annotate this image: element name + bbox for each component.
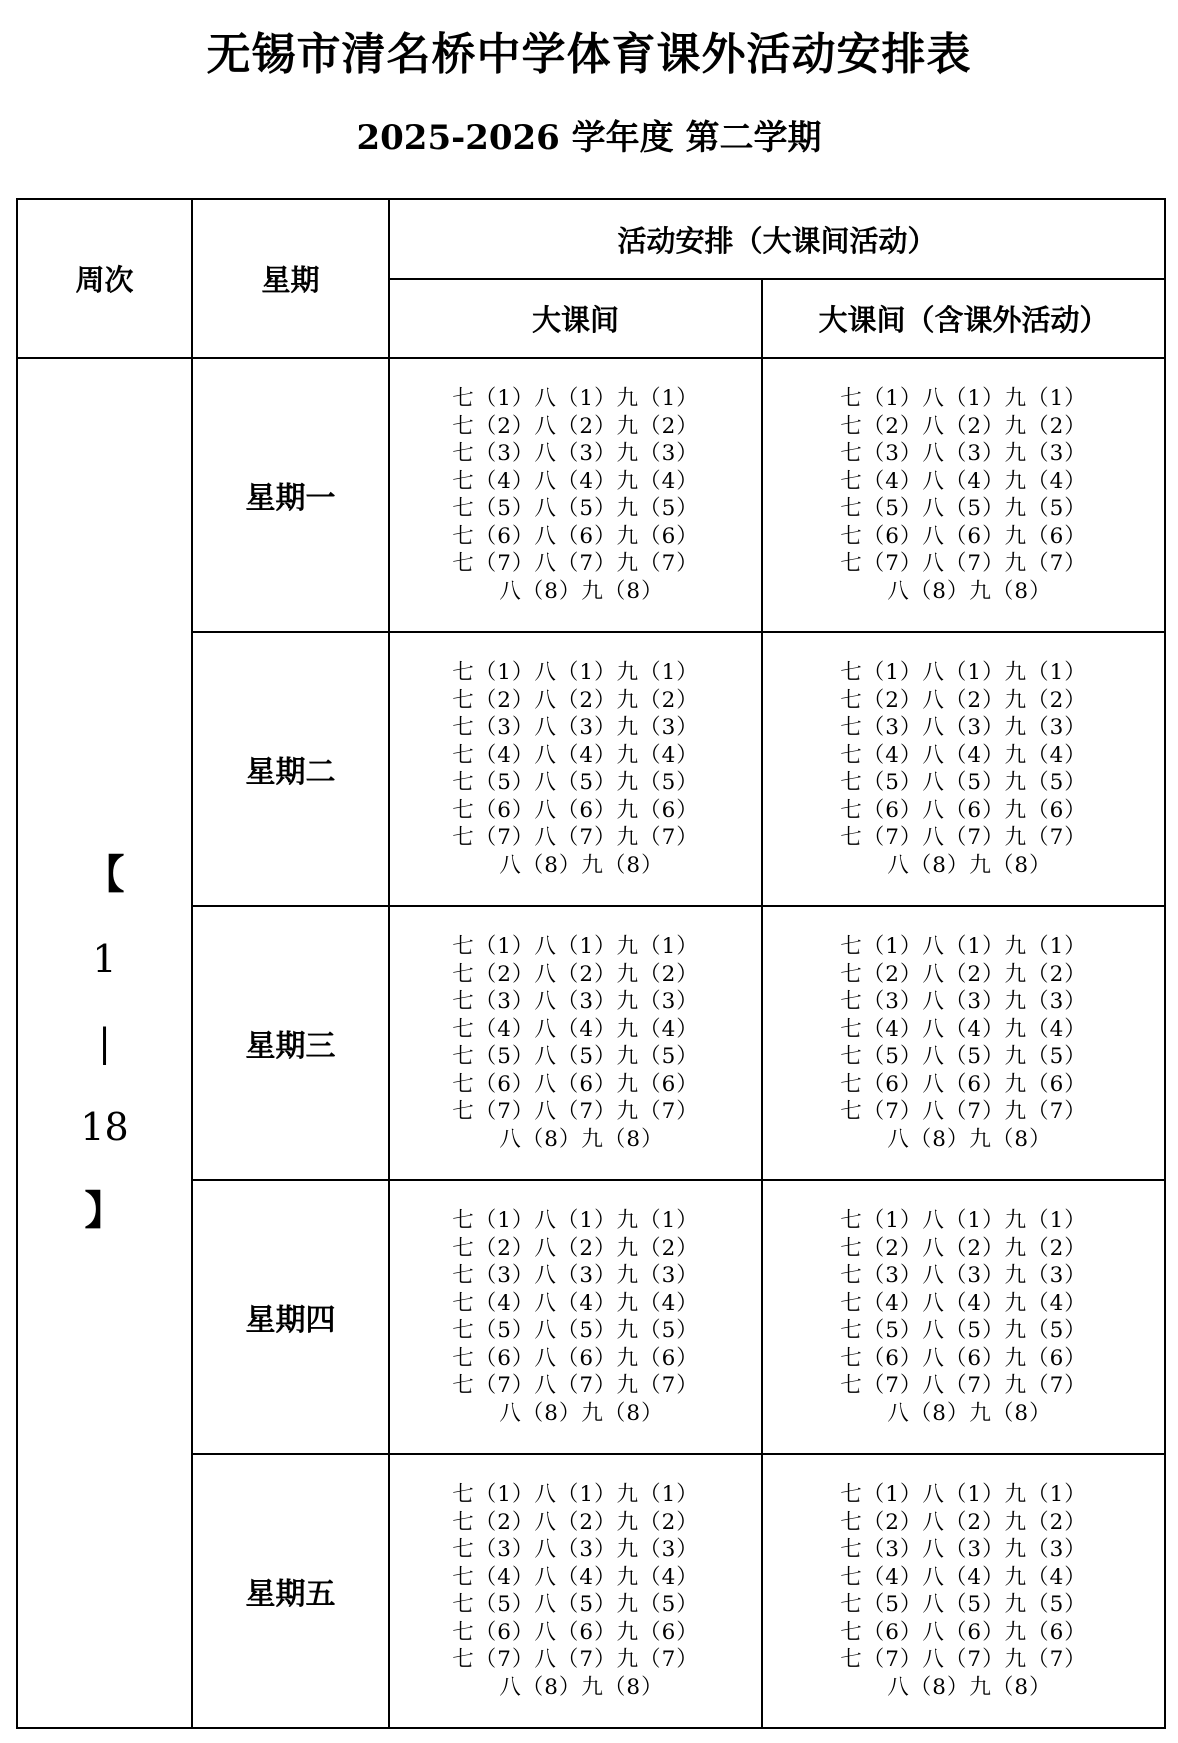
class-line: 七（7）八（7）九（7）	[452, 1647, 699, 1672]
class-line: 七（1）八（1）九（1）	[840, 1482, 1087, 1507]
big-break-cell	[389, 906, 762, 1180]
week-range-part: 18	[80, 1105, 129, 1149]
class-line: 八（8）九（8）	[840, 1126, 1052, 1152]
big-break-cell	[389, 632, 762, 906]
class-line: 七（3）八（3）九（3）	[840, 1537, 1087, 1562]
day-cell: 星期五	[192, 1454, 389, 1728]
class-line: 七（7）八（7）九（7）	[452, 1373, 699, 1398]
class-line: 七（6）八（6）九（6）	[840, 797, 1087, 823]
day-cell: 星期二	[192, 632, 389, 906]
class-line: 七（3）八（3）九（3）	[840, 1263, 1087, 1288]
header-big-break-extra: 大课间（含课外活动）	[762, 279, 1165, 358]
class-line: 七（3）八（3）九（3）	[452, 989, 699, 1014]
class-line: 七（1）八（1）九（1）	[452, 386, 699, 411]
class-line: 七（3）八（3）九（3）	[840, 989, 1087, 1014]
class-line: 七（1）八（1）九（1）	[452, 1208, 699, 1233]
class-line: 七（2）八（2）九（2）	[840, 687, 1087, 713]
class-line: 七（4）八（4）九（4）	[452, 742, 699, 768]
week-range-part: |	[98, 1021, 111, 1065]
big-break-extra-cell	[762, 358, 1165, 632]
class-line: 七（4）八（4）九（4）	[840, 468, 1087, 494]
class-list	[840, 385, 1087, 605]
class-line: 七（7）八（7）九（7）	[840, 1373, 1087, 1398]
class-line: 七（5）八（5）九（5）	[452, 770, 699, 795]
class-line: 七（7）八（7）九（7）	[840, 1647, 1087, 1672]
class-line: 七（4）八（4）九（4）	[452, 1564, 699, 1590]
class-list	[840, 933, 1087, 1153]
class-line: 七（1）八（1）九（1）	[452, 934, 699, 959]
class-line: 七（5）八（5）九（5）	[840, 770, 1087, 795]
page-subtitle: 2025-2026 学年度 第二学期	[356, 118, 822, 158]
class-line: 七（5）八（5）九（5）	[840, 1318, 1087, 1343]
schedule-rows	[17, 358, 1165, 1728]
header-big-break: 大课间	[389, 279, 762, 358]
class-line: 七（6）八（6）九（6）	[840, 523, 1087, 549]
class-line: 七（7）八（7）九（7）	[840, 825, 1087, 850]
class-line: 七（6）八（6）九（6）	[452, 523, 699, 549]
class-line: 七（3）八（3）九（3）	[452, 1263, 699, 1288]
big-break-extra-cell	[762, 1454, 1165, 1728]
big-break-extra-cell	[762, 1180, 1165, 1454]
class-line: 七（3）八（3）九（3）	[452, 441, 699, 466]
week-range-part: 【	[84, 851, 125, 898]
class-line: 八（8）九（8）	[840, 578, 1052, 604]
class-line: 八（8）九（8）	[452, 852, 664, 878]
class-line: 七（5）八（5）九（5）	[452, 1318, 699, 1343]
class-line: 七（2）八（2）九（2）	[452, 1235, 699, 1261]
class-line: 七（2）八（2）九（2）	[840, 961, 1087, 987]
class-line: 八（8）九（8）	[840, 1400, 1052, 1426]
class-line: 七（5）八（5）九（5）	[840, 496, 1087, 521]
header-activity: 活动安排（大课间活动）	[389, 199, 1165, 279]
class-line: 七（2）八（2）九（2）	[452, 961, 699, 987]
class-line: 七（1）八（1）九（1）	[452, 660, 699, 685]
class-line: 七（5）八（5）九（5）	[840, 1592, 1087, 1617]
page-title: 无锡市清名桥中学体育课外活动安排表	[206, 29, 972, 80]
day-cell: 星期三	[192, 906, 389, 1180]
class-line: 八（8）九（8）	[840, 852, 1052, 878]
class-line: 七（4）八（4）九（4）	[840, 1290, 1087, 1316]
class-line: 七（7）八（7）九（7）	[840, 551, 1087, 576]
class-line: 七（2）八（2）九（2）	[840, 413, 1087, 439]
class-list	[452, 659, 699, 879]
class-line: 七（2）八（2）九（2）	[452, 1509, 699, 1535]
class-line: 七（3）八（3）九（3）	[452, 715, 699, 740]
table-row	[17, 358, 1165, 632]
class-line: 七（1）八（1）九（1）	[840, 660, 1087, 685]
class-line: 七（5）八（5）九（5）	[452, 496, 699, 521]
day-cell: 星期一	[192, 358, 389, 632]
class-line: 七（3）八（3）九（3）	[840, 441, 1087, 466]
class-line: 七（5）八（5）九（5）	[840, 1044, 1087, 1069]
day-cell: 星期四	[192, 1180, 389, 1454]
big-break-extra-cell	[762, 906, 1165, 1180]
class-line: 七（2）八（2）九（2）	[840, 1235, 1087, 1261]
class-list	[452, 385, 699, 605]
class-list	[840, 659, 1087, 879]
class-line: 七（4）八（4）九（4）	[840, 742, 1087, 768]
class-line: 七（5）八（5）九（5）	[452, 1044, 699, 1069]
class-list	[840, 1207, 1087, 1427]
big-break-cell	[389, 1180, 762, 1454]
class-list	[452, 1481, 699, 1701]
class-line: 八（8）九（8）	[452, 1400, 664, 1426]
week-range-part: 1	[92, 937, 117, 981]
class-list	[452, 933, 699, 1153]
class-line: 八（8）九（8）	[840, 1674, 1052, 1700]
header-day: 星期	[192, 199, 389, 358]
class-line: 八（8）九（8）	[452, 578, 664, 604]
class-line: 七（2）八（2）九（2）	[452, 413, 699, 439]
week-range-part: 】	[84, 1187, 125, 1234]
class-line: 七（1）八（1）九（1）	[840, 386, 1087, 411]
big-break-extra-cell	[762, 632, 1165, 906]
class-line: 七（1）八（1）九（1）	[840, 934, 1087, 959]
class-line: 七（6）八（6）九（6）	[840, 1345, 1087, 1371]
class-list	[452, 1207, 699, 1427]
class-line: 七（2）八（2）九（2）	[452, 687, 699, 713]
class-line: 七（1）八（1）九（1）	[840, 1208, 1087, 1233]
class-line: 七（6）八（6）九（6）	[452, 1071, 699, 1097]
class-line: 七（7）八（7）九（7）	[452, 825, 699, 850]
class-line: 七（6）八（6）九（6）	[452, 1345, 699, 1371]
schedule-table	[16, 198, 1166, 1729]
class-line: 七（6）八（6）九（6）	[452, 797, 699, 823]
class-line: 七（1）八（1）九（1）	[452, 1482, 699, 1507]
class-line: 七（4）八（4）九（4）	[452, 1290, 699, 1316]
class-line: 七（4）八（4）九（4）	[452, 1016, 699, 1042]
class-line: 七（5）八（5）九（5）	[452, 1592, 699, 1617]
header-week: 周次	[17, 199, 192, 358]
class-line: 八（8）九（8）	[452, 1126, 664, 1152]
class-line: 七（2）八（2）九（2）	[840, 1509, 1087, 1535]
class-line: 七（7）八（7）九（7）	[452, 1099, 699, 1124]
class-line: 七（3）八（3）九（3）	[840, 715, 1087, 740]
big-break-cell	[389, 1454, 762, 1728]
class-line: 七（6）八（6）九（6）	[840, 1619, 1087, 1645]
class-line: 七（6）八（6）九（6）	[840, 1071, 1087, 1097]
week-range-cell	[17, 358, 192, 1728]
class-line: 八（8）九（8）	[452, 1674, 664, 1700]
class-line: 七（4）八（4）九（4）	[840, 1016, 1087, 1042]
class-line: 七（6）八（6）九（6）	[452, 1619, 699, 1645]
class-line: 七（7）八（7）九（7）	[452, 551, 699, 576]
big-break-cell	[389, 358, 762, 632]
class-line: 七（4）八（4）九（4）	[840, 1564, 1087, 1590]
class-list	[840, 1481, 1087, 1701]
class-line: 七（4）八（4）九（4）	[452, 468, 699, 494]
class-line: 七（3）八（3）九（3）	[452, 1537, 699, 1562]
class-line: 七（7）八（7）九（7）	[840, 1099, 1087, 1124]
